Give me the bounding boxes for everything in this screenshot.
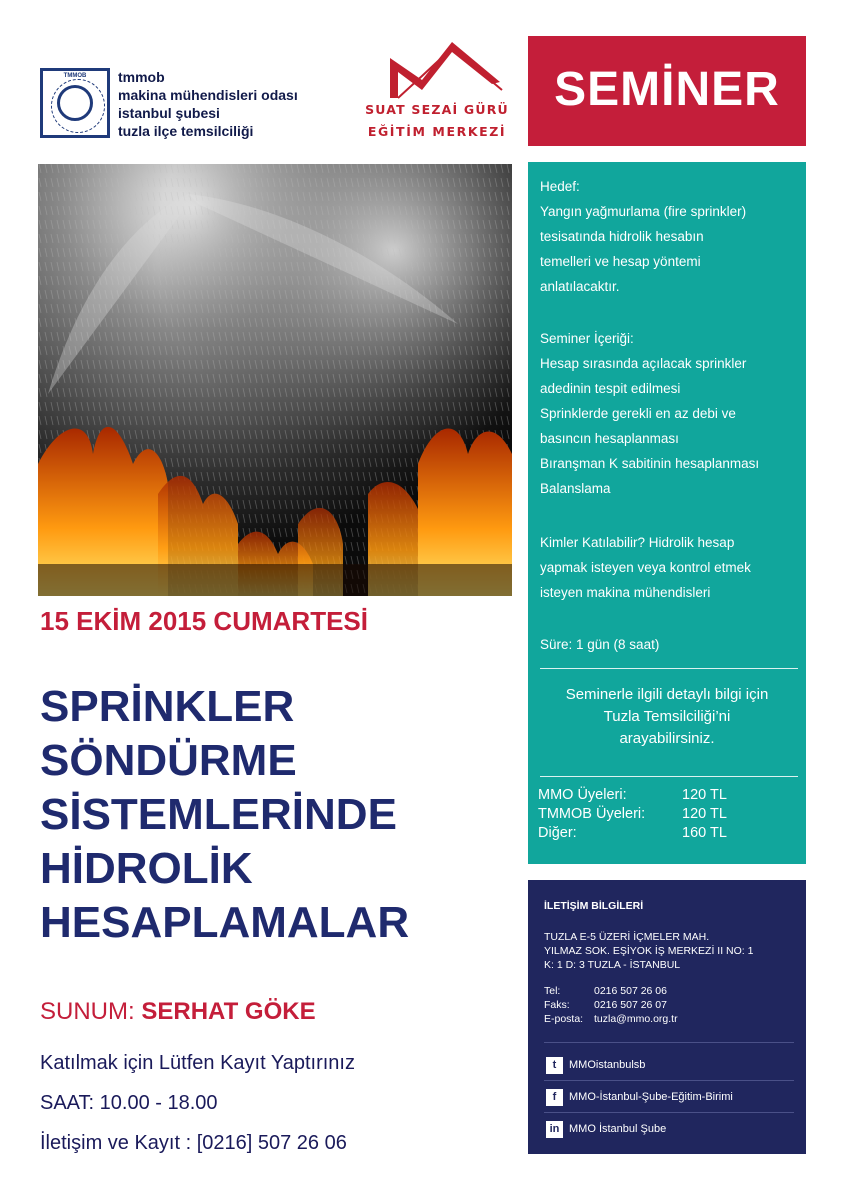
twitter-icon: t — [546, 1057, 563, 1074]
seminer-banner: SEMİNER — [528, 36, 806, 146]
contact-fax: Faks: 0216 507 26 07 — [544, 999, 667, 1011]
seminar-details-panel — [528, 162, 806, 864]
social-linkedin[interactable]: in MMO İstanbul Şube — [546, 1120, 666, 1138]
price-row: MMO Üyeleri: 120 TL — [538, 787, 727, 803]
address: TUZLA E-5 ÜZERİ İÇMELER MAH. YILMAZ SOK. EŞİYOK İŞ MERKEZİ II NO: 1 K: 1 D: 3 TUZLA - İSTANBUL — [544, 931, 754, 971]
registration-note: Katılmak için Lütfen Kayıt Yaptırınız — [40, 1052, 355, 1074]
info-note: Seminerle ilgili detaylı bilgi için Tuzla Temsilciliği’ni arayabilirsiniz. — [565, 686, 769, 747]
sprinkler-fire-photo — [38, 164, 512, 596]
goal-section: Hedef: Yangın yağmurlama (fire sprinkler) tesisatında hidrolik hesabın temelleri ve hesap yöntemi anlatılacaktır. — [540, 179, 747, 294]
contact-panel — [528, 880, 806, 1154]
contact-tel: Tel: 0216 507 26 06 — [544, 985, 667, 997]
social-twitter[interactable]: t MMOistanbulsb — [546, 1056, 645, 1074]
audience-section: Kimler Katılabilir? Hidrolik hesap yapmak isteyen veya kontrol etmek isteyen makina mühendisleri — [540, 535, 751, 600]
divider — [540, 776, 798, 777]
tmmob-logo: TMMOB — [40, 68, 110, 138]
contact-email[interactable]: E-posta: tuzla@mmo.org.tr — [544, 1013, 678, 1025]
training-center-subtitle: EĞİTİM MERKEZİ — [367, 124, 507, 139]
content-section: Seminer İçeriği: Hesap sırasında açılacak sprinkler adedinin tespit edilmesi Sprinklerde gerekli en az debi ve basıncın hesaplanması Bıranşman K sabitinin hesaplanması Balanslama — [540, 331, 760, 496]
price-row: Diğer: 160 TL — [538, 825, 727, 841]
presenter-name: SERHAT GÖKE — [141, 998, 316, 1025]
event-date: 15 EKİM 2015 CUMARTESİ — [40, 606, 368, 636]
facebook-icon: f — [546, 1089, 563, 1106]
linkedin-icon: in — [546, 1121, 563, 1138]
seminar-title: SPRİNKLER SÖNDÜRME SİSTEMLERİNDE HİDROLİK HESAPLAMALAR — [40, 682, 410, 947]
event-time: SAAT: 10.00 - 18.00 — [40, 1092, 218, 1114]
contact-phone: İletişim ve Kayıt : [0216] 507 26 06 — [40, 1132, 347, 1154]
contact-heading: İLETİŞİM BİLGİLERİ — [544, 900, 644, 912]
presenter: SUNUM: SERHAT GÖKE — [40, 998, 316, 1025]
social-facebook[interactable]: f MMO-İstanbul-Şube-Eğitim-Birimi — [546, 1088, 733, 1106]
duration: Süre: 1 gün (8 saat) — [540, 637, 660, 652]
price-row: TMMOB Üyeleri: 120 TL — [538, 806, 727, 822]
divider — [540, 668, 798, 669]
organization-name: tmmob makina mühendisleri odası istanbul şubesi tuzla ilçe temsilciliği — [118, 69, 298, 139]
training-center-name: SUAT SEZAİ GÜRÜ — [365, 102, 509, 117]
